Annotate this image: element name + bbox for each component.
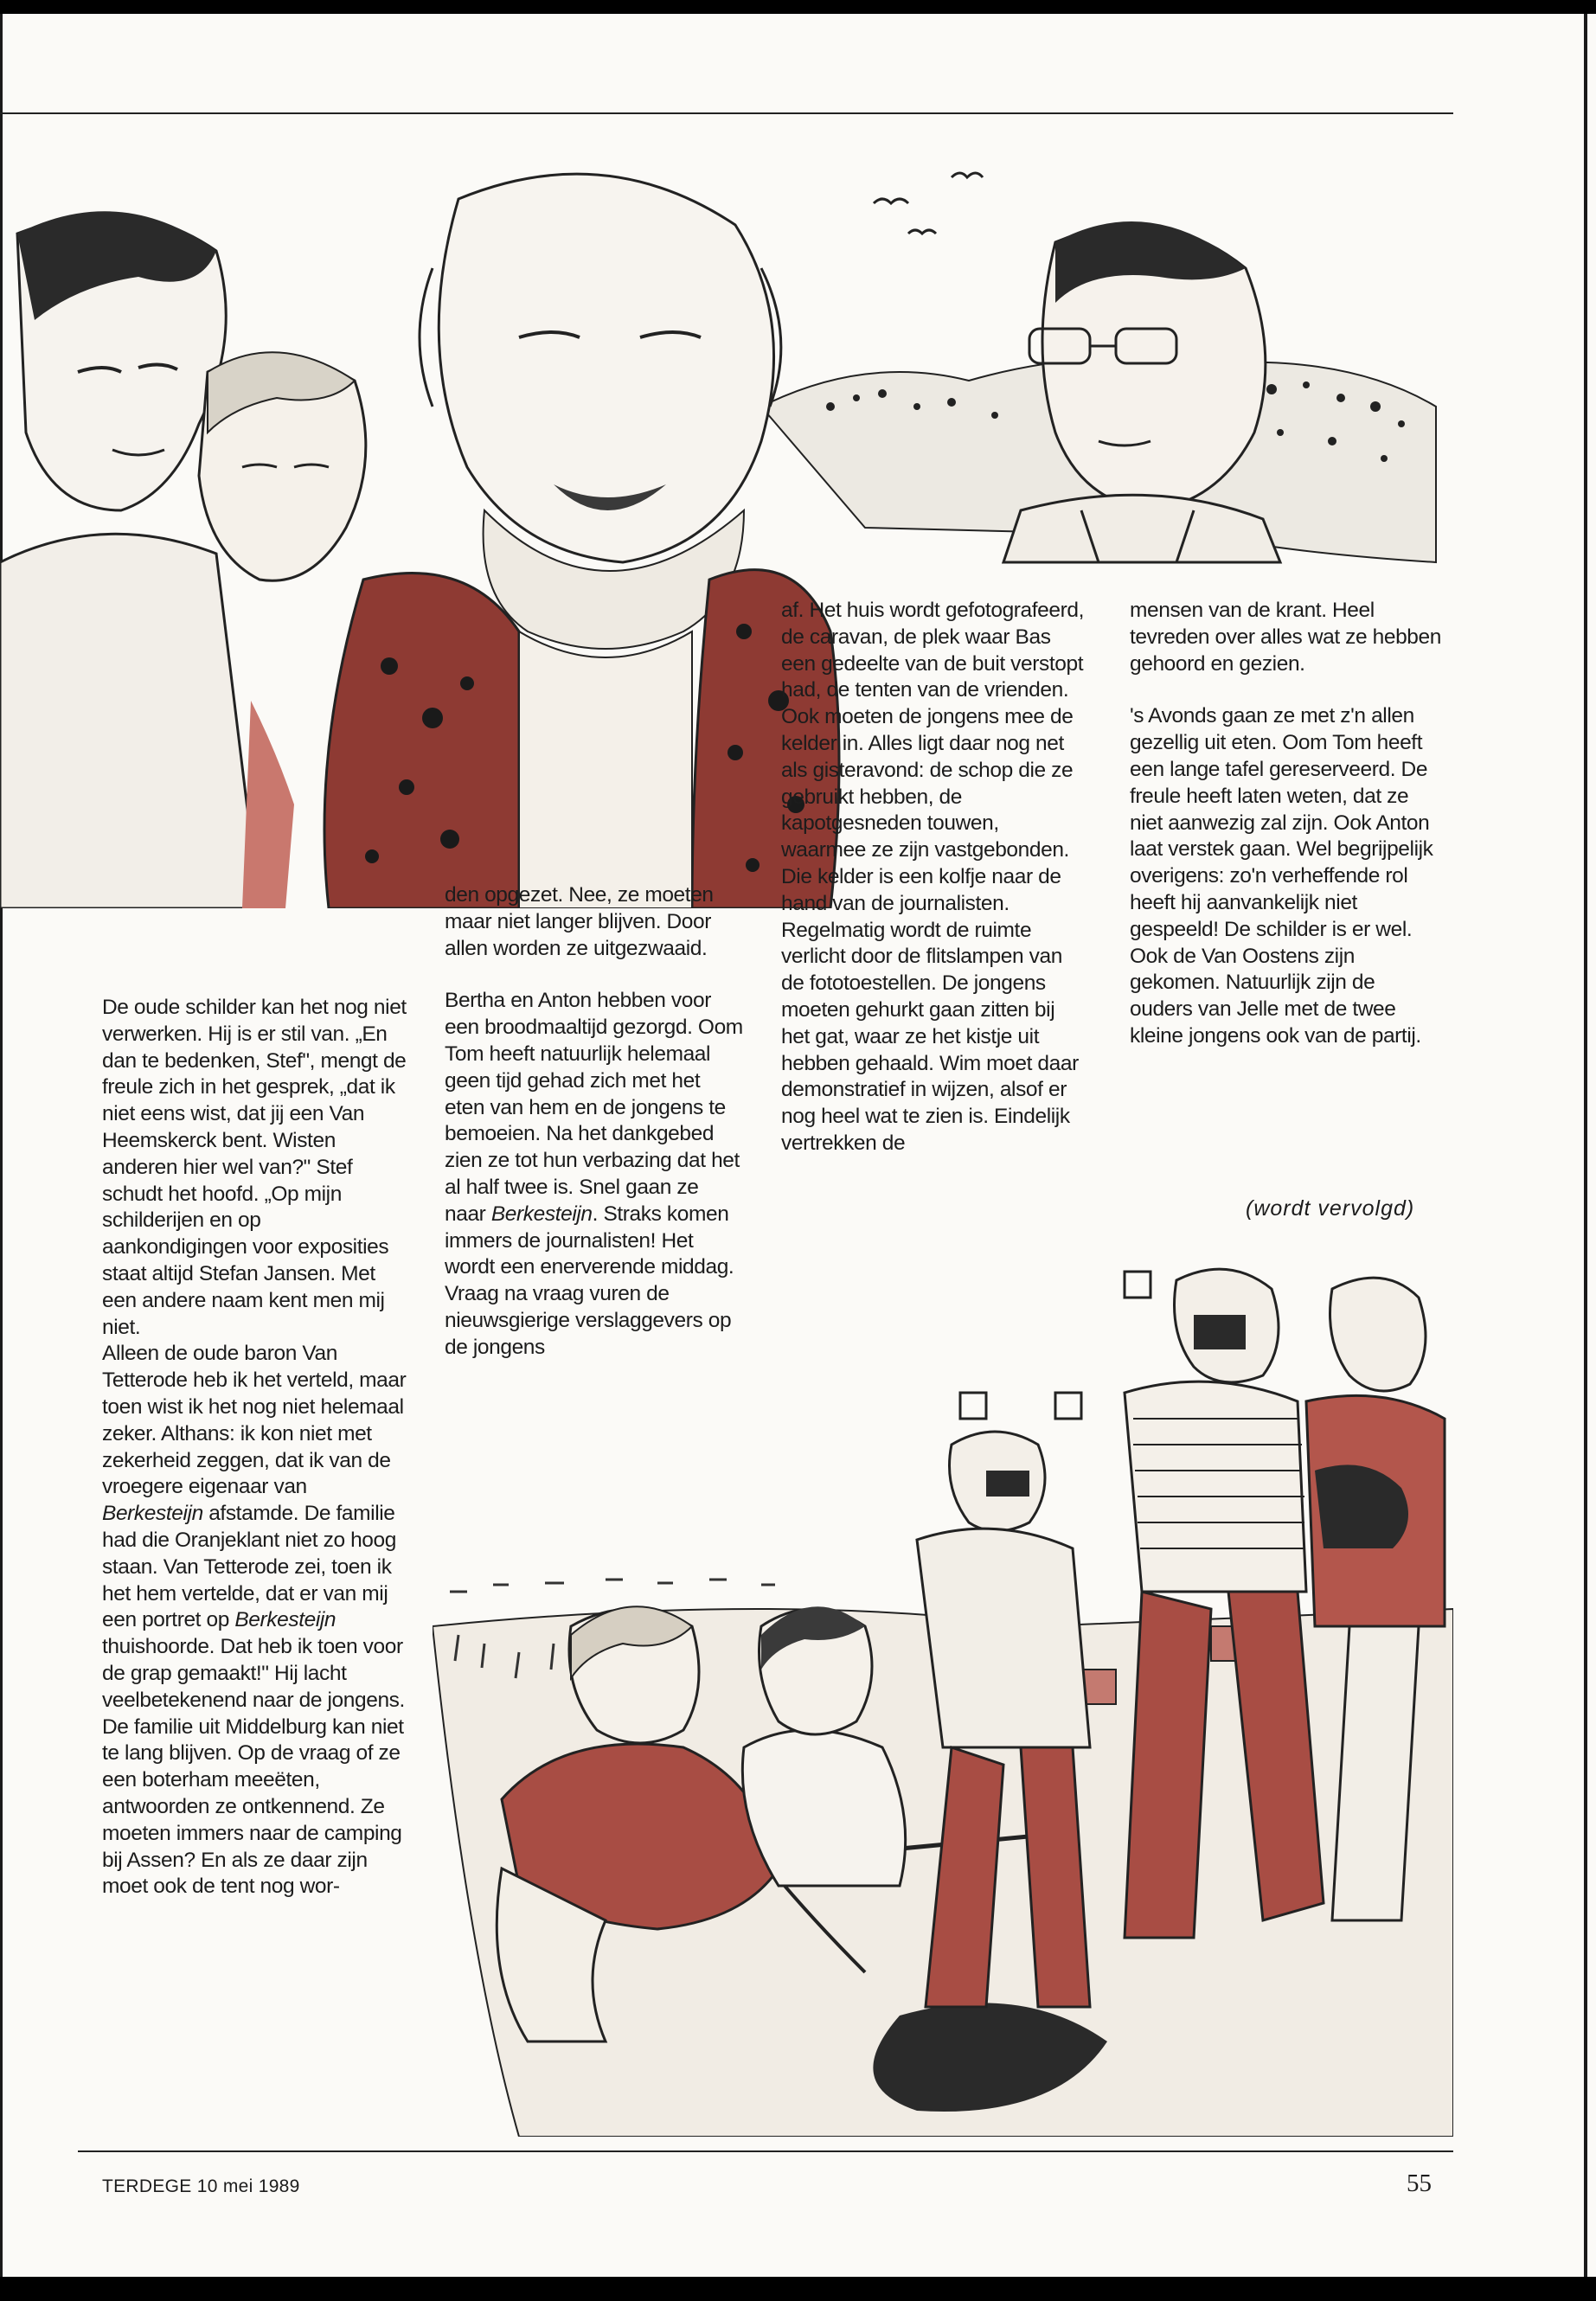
scan-border-bottom — [0, 2277, 1596, 2301]
story-paragraph: af. Het huis wordt gefotografeerd, de caravan, de plek waar Bas een gedeelte van de buit verstopt had, de tenten van de vrienden. Ook moeten de jongens mee de kelder in. Alles ligt daar nog net als gisteravond: de schop die ze gebruikt hebben, de kapotgesneden touwen, waarmee ze zijn vastgebonden. Die kelder is een kolfje naar de hand van de journalisten. Regelmatig wordt de ruimte verlicht door de flitslampen van de fototoestellen. De jongens moeten gehurkt gaan zitten bij het gat, waar ze het kistje uit hebben gehaald. Wim moet daar demonstratief in wijzen, alsof er nog heel wat te zien is. Eindelijk vertrekken de — [781, 599, 1085, 1155]
story-column-2 — [445, 882, 744, 1362]
story-paragraph: 's Avonds gaan ze met z'n allen gezellig uit eten. Oom Tom heeft een lange tafel gereserveerd. De freule heeft laten weten, dat ze niet aanwezig zal zijn. Ook Anton laat verstek gaan. Wel begrijpelijk overigens: zo'n verheffende rol heeft hij aanvankelijk niet gespeeld! De schilder is er wel. Ook de Van Oostens zijn gekomen. Natuurlijk zijn de ouders van Jelle met de twee kleine jongens ook van de partij. — [1130, 704, 1433, 1048]
place-name: Berkesteijn — [490, 1202, 593, 1226]
scan-border-top — [0, 0, 1596, 14]
page-number: 55 — [1407, 2170, 1432, 2197]
story-column-4 — [1130, 598, 1441, 1050]
bottom-rule — [78, 2150, 1453, 2152]
story-paragraph: De oude schilder kan het nog niet verwerken. Hij is er stil van. „En dan te bedenken, Stef", mengt de freule zich in het gesprek, „dat ik niet eens wist, dat jij een Van Heemskerck bent. Wisten anderen hier wel van?" Stef schudt het hoofd. „Op mijn schilderijen en op aankondigingen voor exposities staat altijd Stefan Jansen. Met een andere naam kent men mij niet. — [102, 996, 407, 1339]
place-name: Berkesteijn — [234, 1608, 337, 1632]
story-column-3 — [781, 598, 1087, 1157]
illustration-cellar-drawing — [433, 1263, 1453, 2137]
story-paragraph: Bertha en Anton hebben voor een broodmaaltijd gezorgd. Oom Tom heeft natuurlijk helemaal geen tijd gehad zich met het eten van hem en de jongens te bemoeien. Na het dankgebed zien ze tot hun verbazing dat het al half twee is. Snel gaan ze naar Berkesteijn. Straks komen immers de journalisten! Het wordt een enerverende middag. Vraag na vraag vuren de nieuwsgierige verslaggevers op de jongens — [445, 989, 743, 1359]
illustration-cellar-photographers — [433, 1263, 1453, 2137]
place-name: Berkesteijn — [102, 1502, 203, 1526]
publication-line: TERDEGE 10 mei 1989 — [102, 2176, 300, 2196]
story-paragraph: Alleen de oude baron Van Tetterode heb ik het verteld, maar toen wist ik het nog niet helemaal zeker. Althans: ik kon niet met zekerheid zeggen, dat ik van de vroegere eigenaar van Berkesteijn afstamde. De familie had die Oranjeklant niet zo hoog staan. Van Tetterode zei, toen ik het hem vertelde, dat er van mij een portret op Berkesteijn thuishoorde. Dat heb ik toen voor de grap gemaakt!" Hij lacht veelbetekenend naar de jongens. — [102, 1342, 407, 1712]
story-paragraph: De familie uit Middelburg kan niet te lang blijven. Op de vraag of ze een boterham meeëten, antwoorden ze ontkennend. Ze moeten immers naar de camping bij Assen? En als ze daar zijn moet ook de tent nog wor- — [102, 1715, 404, 1899]
top-rule — [0, 112, 1453, 114]
to-be-continued: (wordt vervolgd) — [1246, 1196, 1415, 1221]
story-paragraph: mensen van de krant. Heel tevreden over alles wat ze hebben gehoord en gezien. — [1130, 599, 1441, 676]
story-column-1 — [102, 995, 407, 1900]
story-paragraph: den opgezet. Nee, ze moeten maar niet langer blijven. Door allen worden ze uitgezwaaid. — [445, 883, 714, 960]
